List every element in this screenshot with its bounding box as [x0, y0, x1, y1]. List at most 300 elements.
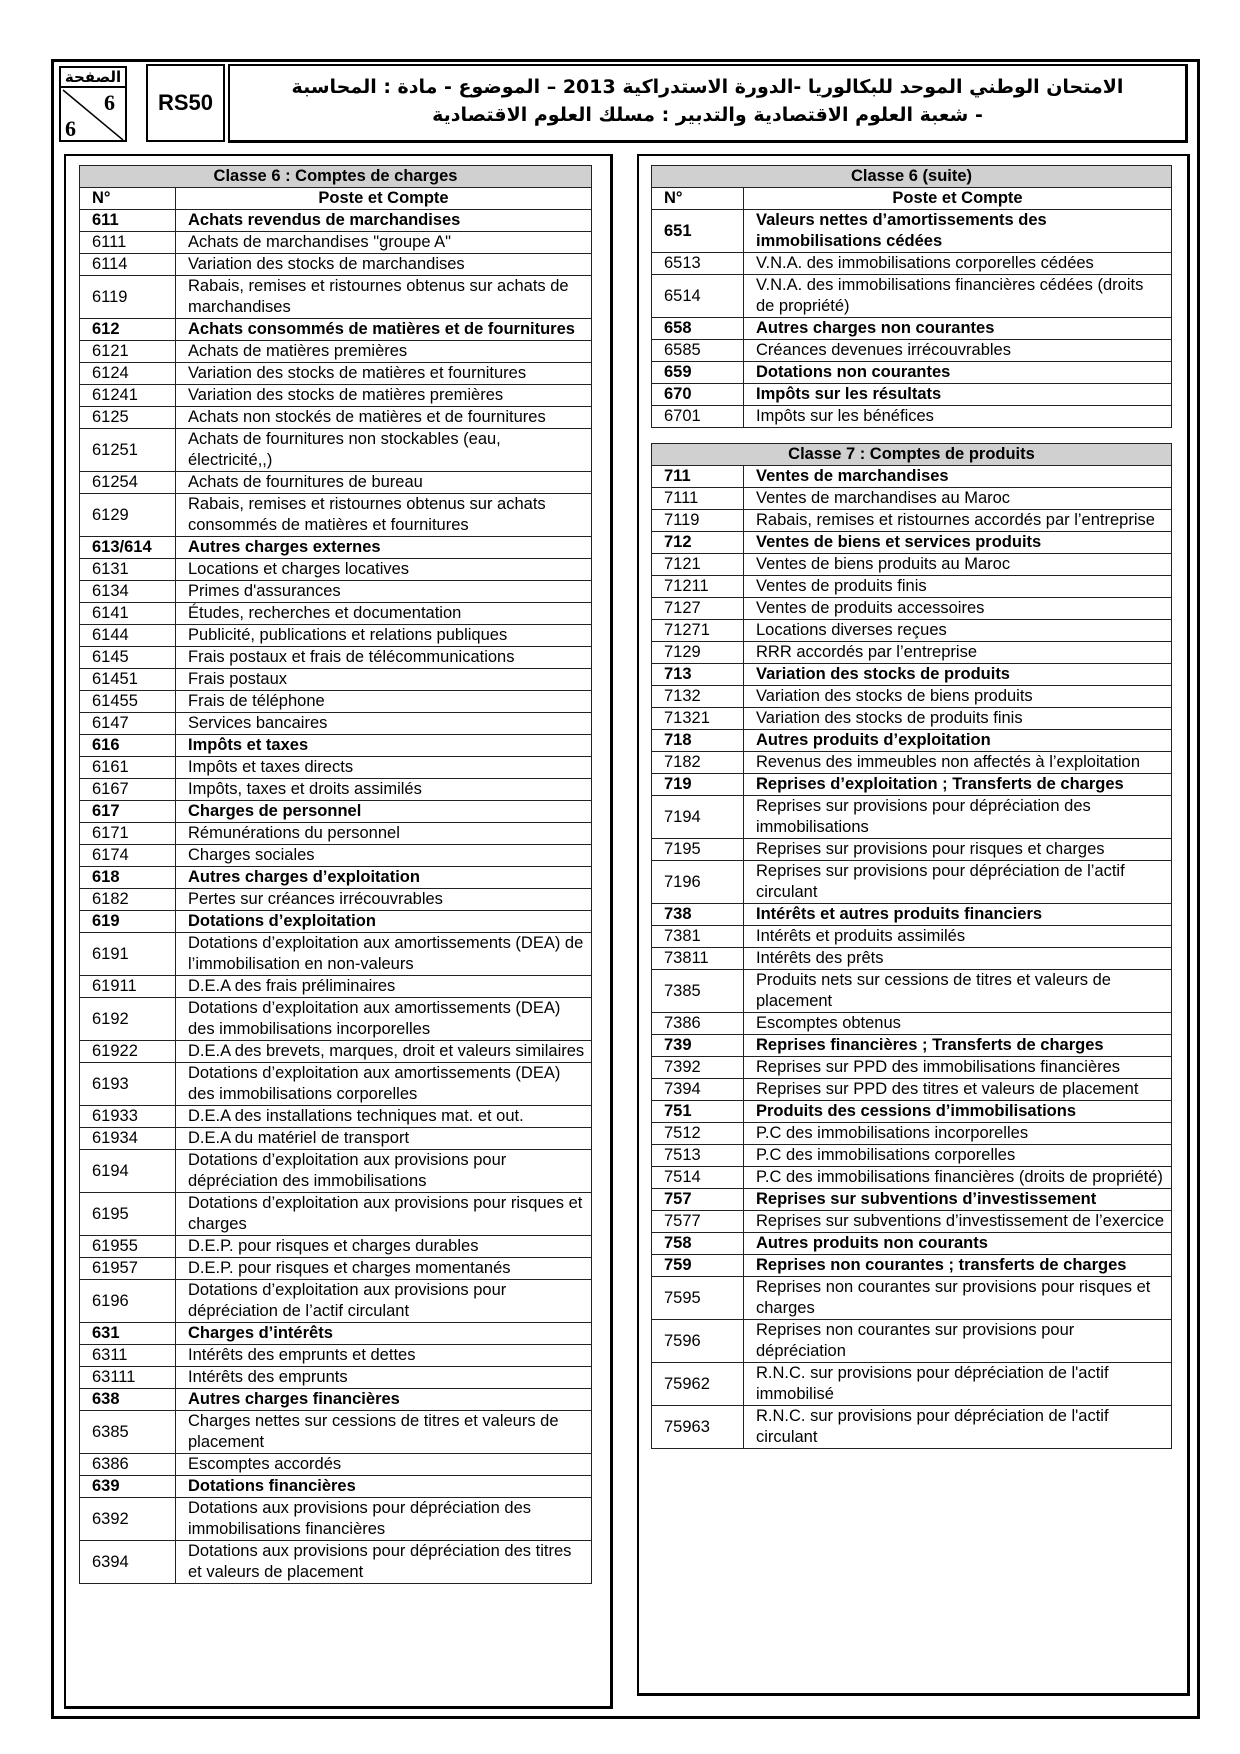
- account-number: 7127: [652, 598, 744, 620]
- page-label: الصفحة: [61, 68, 125, 88]
- table-row: [652, 554, 1172, 576]
- table-row: [80, 472, 592, 494]
- account-number: 738: [652, 904, 744, 926]
- table-row: [80, 669, 592, 691]
- account-number: 6701: [652, 406, 744, 428]
- account-number: 71211: [652, 576, 744, 598]
- table-row: [80, 1498, 592, 1541]
- account-number: 6121: [80, 341, 176, 363]
- account-label: Variation des stocks de marchandises: [176, 254, 592, 276]
- exam-title-box: [228, 64, 1188, 143]
- account-label: Reprises non courantes sur provisions pour dépréciation: [744, 1320, 1172, 1363]
- table-row: [652, 576, 1172, 598]
- table-row: [80, 1367, 592, 1389]
- account-label: R.N.C. sur provisions pour dépréciation de l'actif immobilisé: [744, 1363, 1172, 1406]
- table-row: [652, 1363, 1172, 1406]
- table-row: [80, 429, 592, 472]
- account-number: 75962: [652, 1363, 744, 1406]
- table-row: [80, 1106, 592, 1128]
- account-number: 7577: [652, 1211, 744, 1233]
- account-number: 6385: [80, 1411, 176, 1454]
- page-total: 6: [65, 116, 76, 141]
- account-label: D.E.A des frais préliminaires: [176, 976, 592, 998]
- table-row: [80, 1258, 592, 1280]
- account-number: 6392: [80, 1498, 176, 1541]
- account-number: 6167: [80, 779, 176, 801]
- account-label: Reprises financières ; Transferts de charges: [744, 1035, 1172, 1057]
- table-row: [652, 466, 1172, 488]
- account-number: 7513: [652, 1145, 744, 1167]
- account-number: 7514: [652, 1167, 744, 1189]
- account-label: R.N.C. sur provisions pour dépréciation de l'actif circulant: [744, 1406, 1172, 1449]
- col-header-label: Poste et Compte: [744, 188, 1172, 210]
- account-number: 6119: [80, 276, 176, 319]
- table-row: [652, 340, 1172, 362]
- table-title: Classe 7 : Comptes de produits: [652, 444, 1172, 466]
- account-number: 739: [652, 1035, 744, 1057]
- table-row: [652, 1211, 1172, 1233]
- account-label: Intérêts et autres produits financiers: [744, 904, 1172, 926]
- account-number: 6174: [80, 845, 176, 867]
- table-row: [80, 976, 592, 998]
- account-label: Reprises sur provisions pour risques et charges: [744, 839, 1172, 861]
- account-number: 6134: [80, 581, 176, 603]
- table-row: [80, 210, 592, 232]
- account-number: 71271: [652, 620, 744, 642]
- table-row: [80, 779, 592, 801]
- table-row: [652, 1320, 1172, 1363]
- account-label: Reprises sur provisions pour dépréciation de l’actif circulant: [744, 861, 1172, 904]
- account-label: Charges d’intérêts: [176, 1323, 592, 1345]
- account-label: Rabais, remises et ristournes obtenus sur achats de marchandises: [176, 276, 592, 319]
- table-row: [80, 647, 592, 669]
- table-row: [80, 691, 592, 713]
- table-title: Classe 6 : Comptes de charges: [80, 166, 592, 188]
- table-row: [80, 494, 592, 537]
- account-number: 6171: [80, 823, 176, 845]
- account-number: 6191: [80, 933, 176, 976]
- account-label: Achats revendus de marchandises: [176, 210, 592, 232]
- account-number: 651: [652, 210, 744, 253]
- account-number: 6182: [80, 889, 176, 911]
- account-label: RRR accordés par l’entreprise: [744, 642, 1172, 664]
- table-row: [80, 1150, 592, 1193]
- account-label: Reprises sur PPD des immobilisations financières: [744, 1057, 1172, 1079]
- table-row: [652, 318, 1172, 340]
- account-label: Frais postaux: [176, 669, 592, 691]
- account-label: Produits nets sur cessions de titres et valeurs de placement: [744, 970, 1172, 1013]
- account-label: Charges nettes sur cessions de titres et valeurs de placement: [176, 1411, 592, 1454]
- class7-table: [651, 443, 1172, 1449]
- account-label: Valeurs nettes d’amortissements des immobilisations cédées: [744, 210, 1172, 253]
- account-number: 6394: [80, 1541, 176, 1584]
- account-number: 6192: [80, 998, 176, 1041]
- table-row: [652, 796, 1172, 839]
- account-number: 7182: [652, 752, 744, 774]
- table-row: [80, 713, 592, 735]
- account-number: 61254: [80, 472, 176, 494]
- table-row: [80, 1041, 592, 1063]
- table-row: [80, 385, 592, 407]
- table-row: [80, 757, 592, 779]
- table-row: [80, 1236, 592, 1258]
- account-number: 759: [652, 1255, 744, 1277]
- account-number: 616: [80, 735, 176, 757]
- col-header-label: Poste et Compte: [176, 188, 592, 210]
- account-number: 6114: [80, 254, 176, 276]
- account-label: Reprises sur subventions d’investissement de l’exercice: [744, 1211, 1172, 1233]
- account-number: 6514: [652, 275, 744, 318]
- account-label: Impôts sur les bénéfices: [744, 406, 1172, 428]
- account-label: Autres produits d’exploitation: [744, 730, 1172, 752]
- account-number: 61911: [80, 976, 176, 998]
- account-number: 6124: [80, 363, 176, 385]
- table-row: [80, 1063, 592, 1106]
- account-label: Impôts, taxes et droits assimilés: [176, 779, 592, 801]
- account-number: 611: [80, 210, 176, 232]
- account-number: 719: [652, 774, 744, 796]
- account-label: Variation des stocks de matières premières: [176, 385, 592, 407]
- account-label: Ventes de produits finis: [744, 576, 1172, 598]
- table-row: [652, 210, 1172, 253]
- account-label: Dotations d’exploitation aux provisions pour dépréciation des immobilisations: [176, 1150, 592, 1193]
- account-number: 7132: [652, 686, 744, 708]
- account-number: 6311: [80, 1345, 176, 1367]
- account-number: 758: [652, 1233, 744, 1255]
- account-number: 658: [652, 318, 744, 340]
- account-label: Dotations aux provisions pour dépréciation des immobilisations financières: [176, 1498, 592, 1541]
- account-number: 7386: [652, 1013, 744, 1035]
- account-label: Rabais, remises et ristournes accordés par l’entreprise: [744, 510, 1172, 532]
- account-label: Reprises sur PPD des titres et valeurs de placement: [744, 1079, 1172, 1101]
- account-label: D.E.P. pour risques et charges momentanés: [176, 1258, 592, 1280]
- account-number: 73811: [652, 948, 744, 970]
- table-row: [80, 1280, 592, 1323]
- account-number: 75963: [652, 1406, 744, 1449]
- account-number: 7121: [652, 554, 744, 576]
- table-row: [80, 254, 592, 276]
- table-row: [80, 911, 592, 933]
- account-label: Impôts et taxes directs: [176, 757, 592, 779]
- account-number: 61955: [80, 1236, 176, 1258]
- account-number: 7195: [652, 839, 744, 861]
- table-row: [652, 1189, 1172, 1211]
- account-number: 7392: [652, 1057, 744, 1079]
- account-number: 61934: [80, 1128, 176, 1150]
- account-number: 6161: [80, 757, 176, 779]
- account-number: 7196: [652, 861, 744, 904]
- table-row: [80, 801, 592, 823]
- account-label: Revenus des immeubles non affectés à l’exploitation: [744, 752, 1172, 774]
- table-row: [652, 948, 1172, 970]
- page-current: 6: [104, 90, 115, 115]
- account-label: Achats de fournitures de bureau: [176, 472, 592, 494]
- table-row: [652, 253, 1172, 275]
- account-number: 639: [80, 1476, 176, 1498]
- table-row: [652, 708, 1172, 730]
- account-label: Variation des stocks de produits finis: [744, 708, 1172, 730]
- account-number: 6386: [80, 1454, 176, 1476]
- account-label: Variation des stocks de biens produits: [744, 686, 1172, 708]
- account-label: Dotations d’exploitation aux provisions pour risques et charges: [176, 1193, 592, 1236]
- table-row: [80, 823, 592, 845]
- account-number: 7111: [652, 488, 744, 510]
- account-label: Variation des stocks de matières et fournitures: [176, 363, 592, 385]
- account-label: Intérêts des emprunts et dettes: [176, 1345, 592, 1367]
- account-label: Autres charges financières: [176, 1389, 592, 1411]
- account-number: 6141: [80, 603, 176, 625]
- table-row: [80, 341, 592, 363]
- table-row: [80, 1476, 592, 1498]
- account-number: 670: [652, 384, 744, 406]
- table-row: [652, 1035, 1172, 1057]
- table-row: [80, 276, 592, 319]
- account-number: 6125: [80, 407, 176, 429]
- account-label: Charges de personnel: [176, 801, 592, 823]
- account-label: Autres charges d’exploitation: [176, 867, 592, 889]
- table-row: [652, 839, 1172, 861]
- table-row: [80, 1193, 592, 1236]
- table-row: [652, 384, 1172, 406]
- account-number: 7129: [652, 642, 744, 664]
- account-label: Locations diverses reçues: [744, 620, 1172, 642]
- table-row: [80, 845, 592, 867]
- account-label: Reprises sur subventions d’investissement: [744, 1189, 1172, 1211]
- account-label: Intérêts des prêts: [744, 948, 1172, 970]
- table-row: [80, 232, 592, 254]
- table-row: [652, 1145, 1172, 1167]
- account-label: D.E.A des brevets, marques, droit et valeurs similaires: [176, 1041, 592, 1063]
- table-row: [80, 1345, 592, 1367]
- table-row: [652, 752, 1172, 774]
- table-row: [80, 889, 592, 911]
- account-label: Frais postaux et frais de télécommunications: [176, 647, 592, 669]
- table-row: [652, 362, 1172, 384]
- table-title: Classe 6 (suite): [652, 166, 1172, 188]
- table-row: [652, 1057, 1172, 1079]
- table-row: [652, 1101, 1172, 1123]
- account-label: Impôts et taxes: [176, 735, 592, 757]
- account-number: 61455: [80, 691, 176, 713]
- table-row: [652, 1406, 1172, 1449]
- account-label: Dotations aux provisions pour dépréciation des titres et valeurs de placement: [176, 1541, 592, 1584]
- account-label: Ventes de marchandises au Maroc: [744, 488, 1172, 510]
- account-number: 612: [80, 319, 176, 341]
- account-label: Dotations d’exploitation aux amortissements (DEA) de l’immobilisation en non-valeurs: [176, 933, 592, 976]
- account-label: Ventes de produits accessoires: [744, 598, 1172, 620]
- account-number: 7595: [652, 1277, 744, 1320]
- account-number: 61957: [80, 1258, 176, 1280]
- account-number: 617: [80, 801, 176, 823]
- account-number: 751: [652, 1101, 744, 1123]
- class6-suite-table: [651, 165, 1172, 428]
- account-label: Dotations d’exploitation aux amortissements (DEA) des immobilisations incorporelles: [176, 998, 592, 1041]
- table-row: [80, 407, 592, 429]
- account-label: Rabais, remises et ristournes obtenus sur achats consommés de matières et fournitures: [176, 494, 592, 537]
- account-label: Impôts sur les résultats: [744, 384, 1172, 406]
- account-label: Charges sociales: [176, 845, 592, 867]
- account-label: V.N.A. des immobilisations corporelles cédées: [744, 253, 1172, 275]
- table-row: [80, 537, 592, 559]
- col-header-num: N°: [652, 188, 744, 210]
- table-row: [80, 603, 592, 625]
- table-row: [652, 406, 1172, 428]
- account-label: Créances devenues irrécouvrables: [744, 340, 1172, 362]
- account-number: 6147: [80, 713, 176, 735]
- account-number: 619: [80, 911, 176, 933]
- table-row: [652, 1013, 1172, 1035]
- table-row: [80, 735, 592, 757]
- account-number: 7394: [652, 1079, 744, 1101]
- account-label: Escomptes accordés: [176, 1454, 592, 1476]
- table-row: [80, 319, 592, 341]
- table-row: [80, 1128, 592, 1150]
- account-label: Variation des stocks de produits: [744, 664, 1172, 686]
- account-label: Dotations financières: [176, 1476, 592, 1498]
- account-label: Pertes sur créances irrécouvrables: [176, 889, 592, 911]
- account-number: 7385: [652, 970, 744, 1013]
- account-number: 61241: [80, 385, 176, 407]
- table-row: [652, 598, 1172, 620]
- table-row: [652, 730, 1172, 752]
- account-label: Ventes de marchandises: [744, 466, 1172, 488]
- table-row: [652, 642, 1172, 664]
- account-number: 6513: [652, 253, 744, 275]
- account-number: 6111: [80, 232, 176, 254]
- account-number: 61451: [80, 669, 176, 691]
- account-label: Produits des cessions d’immobilisations: [744, 1101, 1172, 1123]
- account-number: 6129: [80, 494, 176, 537]
- table-row: [652, 620, 1172, 642]
- table-row: [652, 1079, 1172, 1101]
- account-label: Achats de marchandises "groupe A": [176, 232, 592, 254]
- account-number: 712: [652, 532, 744, 554]
- account-number: 7596: [652, 1320, 744, 1363]
- account-number: 6193: [80, 1063, 176, 1106]
- table-row: [80, 867, 592, 889]
- account-number: 638: [80, 1389, 176, 1411]
- account-number: 713: [652, 664, 744, 686]
- account-label: Autres produits non courants: [744, 1233, 1172, 1255]
- table-row: [652, 904, 1172, 926]
- table-row: [652, 275, 1172, 318]
- account-label: Escomptes obtenus: [744, 1013, 1172, 1035]
- account-label: Reprises sur provisions pour dépréciation des immobilisations: [744, 796, 1172, 839]
- table-row: [80, 1389, 592, 1411]
- account-label: V.N.A. des immobilisations financières cédées (droits de propriété): [744, 275, 1172, 318]
- account-number: 618: [80, 867, 176, 889]
- table-row: [652, 926, 1172, 948]
- table-row: [80, 559, 592, 581]
- table-row: [80, 1454, 592, 1476]
- table-row: [80, 933, 592, 976]
- account-number: 718: [652, 730, 744, 752]
- table-row: [652, 532, 1172, 554]
- account-label: P.C des immobilisations financières (droits de propriété): [744, 1167, 1172, 1189]
- account-label: Dotations d’exploitation aux provisions pour dépréciation de l’actif circulant: [176, 1280, 592, 1323]
- account-label: Reprises non courantes sur provisions pour risques et charges: [744, 1277, 1172, 1320]
- account-label: Publicité, publications et relations publiques: [176, 625, 592, 647]
- account-number: 71321: [652, 708, 744, 730]
- account-number: 6194: [80, 1150, 176, 1193]
- account-number: 6131: [80, 559, 176, 581]
- account-label: Rémunérations du personnel: [176, 823, 592, 845]
- account-label: Locations et charges locatives: [176, 559, 592, 581]
- account-label: Dotations d’exploitation aux amortissements (DEA) des immobilisations corporelles: [176, 1063, 592, 1106]
- account-label: P.C des immobilisations incorporelles: [744, 1123, 1172, 1145]
- account-number: 6145: [80, 647, 176, 669]
- account-number: 6196: [80, 1280, 176, 1323]
- account-label: Ventes de biens et services produits: [744, 532, 1172, 554]
- account-number: 61922: [80, 1041, 176, 1063]
- account-label: Intérêts des emprunts: [176, 1367, 592, 1389]
- account-number: 6144: [80, 625, 176, 647]
- account-label: Achats de fournitures non stockables (eau, électricité,,): [176, 429, 592, 472]
- account-number: 6585: [652, 340, 744, 362]
- account-label: D.E.P. pour risques et charges durables: [176, 1236, 592, 1258]
- account-label: Intérêts et produits assimilés: [744, 926, 1172, 948]
- table-row: [652, 510, 1172, 532]
- account-number: 613/614: [80, 537, 176, 559]
- table-row: [652, 488, 1172, 510]
- col-header-num: N°: [80, 188, 176, 210]
- account-number: 61251: [80, 429, 176, 472]
- exam-title-line2: - شعبة العلوم الاقتصادية والتدبير : مسلك العلوم الاقتصادية: [432, 104, 983, 126]
- table-row: [652, 774, 1172, 796]
- table-row: [652, 664, 1172, 686]
- account-label: Études, recherches et documentation: [176, 603, 592, 625]
- account-number: 6195: [80, 1193, 176, 1236]
- table-row: [652, 1233, 1172, 1255]
- account-label: Autres charges externes: [176, 537, 592, 559]
- account-number: 711: [652, 466, 744, 488]
- table-row: [80, 1411, 592, 1454]
- account-label: Ventes de biens produits au Maroc: [744, 554, 1172, 576]
- table-row: [652, 1277, 1172, 1320]
- table-row: [652, 1167, 1172, 1189]
- account-label: Dotations non courantes: [744, 362, 1172, 384]
- account-label: P.C des immobilisations corporelles: [744, 1145, 1172, 1167]
- page-number-box: [59, 66, 127, 142]
- table-row: [652, 861, 1172, 904]
- table-row: [80, 998, 592, 1041]
- table-row: [652, 1255, 1172, 1277]
- table-row: [80, 1541, 592, 1584]
- table-row: [80, 581, 592, 603]
- class6-table: [79, 165, 592, 1584]
- table-row: [652, 686, 1172, 708]
- account-label: Autres charges non courantes: [744, 318, 1172, 340]
- table-row: [80, 1323, 592, 1345]
- account-label: Achats de matières premières: [176, 341, 592, 363]
- account-number: 7194: [652, 796, 744, 839]
- account-number: 63111: [80, 1367, 176, 1389]
- table-row: [80, 625, 592, 647]
- account-number: 757: [652, 1189, 744, 1211]
- account-label: Dotations d’exploitation: [176, 911, 592, 933]
- table-row: [652, 970, 1172, 1013]
- exam-title-line1: الامتحان الوطني الموحد للبكالوريا -الدورة الاستدراكية 2013 – الموضوع - مادة : المحاسبة: [291, 76, 1124, 98]
- account-label: Frais de téléphone: [176, 691, 592, 713]
- account-number: 61933: [80, 1106, 176, 1128]
- exam-code: RS50: [146, 64, 225, 142]
- account-number: 631: [80, 1323, 176, 1345]
- table-row: [652, 1123, 1172, 1145]
- account-number: 7381: [652, 926, 744, 948]
- account-label: Services bancaires: [176, 713, 592, 735]
- account-number: 7119: [652, 510, 744, 532]
- account-label: Reprises non courantes ; transferts de charges: [744, 1255, 1172, 1277]
